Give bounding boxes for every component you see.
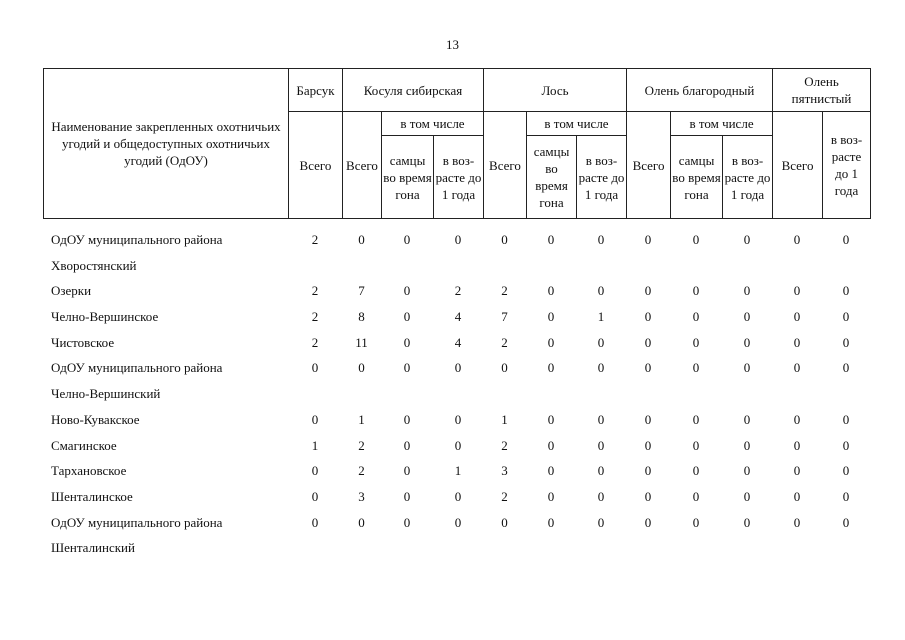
row-value: 0: [842, 283, 850, 299]
row-value: [433, 383, 483, 409]
row-value: 0: [644, 360, 652, 376]
row-value: 0: [311, 514, 319, 530]
row-value: 0: [644, 283, 652, 299]
row-value: 0: [403, 232, 411, 247]
row-value: 0: [743, 411, 751, 427]
row-value: 0: [454, 514, 462, 530]
row-value: 0: [403, 437, 411, 453]
row-name: Чистовское: [51, 334, 115, 350]
row-value: 0: [547, 463, 555, 479]
row-value: [772, 537, 822, 563]
row-value: 0: [793, 411, 801, 427]
table-row: [43, 357, 870, 383]
header-roe-incl: в том числе: [382, 112, 484, 136]
row-value: 0: [793, 283, 801, 299]
header-species-badger: Барсук: [289, 69, 343, 112]
row-value: [288, 537, 342, 563]
table-row: [43, 383, 870, 409]
row-value: 0: [597, 411, 605, 427]
row-value: 0: [743, 437, 751, 453]
row-value: [670, 383, 722, 409]
row-value: 0: [547, 283, 555, 299]
row-value: 0: [644, 514, 652, 530]
row-value: 0: [842, 437, 850, 453]
row-value: 0: [597, 488, 605, 504]
row-value: [483, 537, 526, 563]
row-value: [381, 255, 433, 281]
row-value: 0: [403, 488, 411, 504]
table-row: [43, 332, 870, 358]
row-name: Тархановское: [51, 463, 127, 479]
row-value: [772, 383, 822, 409]
row-value: 2: [311, 283, 319, 299]
row-name: Хворостянский: [51, 257, 137, 273]
row-value: 7: [358, 283, 365, 299]
row-value: 0: [743, 283, 751, 299]
row-value: 4: [454, 309, 462, 325]
row-name: Челно-Вершинский: [51, 386, 161, 402]
row-value: 2: [454, 283, 462, 299]
row-value: 2: [501, 334, 508, 350]
header-red-total: Всего: [627, 112, 671, 219]
row-value: 0: [793, 232, 801, 247]
header-species-sika-deer: Олень пятнистый: [773, 69, 871, 112]
row-value: 0: [403, 463, 411, 479]
row-value: 0: [793, 437, 801, 453]
header-roe-total: Всего: [343, 112, 382, 219]
table-row: [43, 486, 870, 512]
row-value: 0: [547, 514, 555, 530]
header-sika-young: в воз-расте до 1 года: [823, 112, 871, 219]
row-value: 0: [743, 514, 751, 530]
row-value: 0: [547, 437, 555, 453]
row-value: 0: [692, 411, 700, 427]
row-value: 0: [547, 232, 555, 247]
row-name: ОдОУ муниципального района: [51, 514, 223, 530]
row-value: 0: [692, 488, 700, 504]
row-value: 0: [842, 488, 850, 504]
row-name: Челно-Вершинское: [51, 309, 159, 325]
row-value: 0: [547, 488, 555, 504]
row-value: 8: [358, 309, 365, 325]
row-value: 0: [644, 463, 652, 479]
row-value: 0: [403, 360, 411, 376]
row-value: [722, 255, 772, 281]
row-value: [822, 255, 870, 281]
row-value: 0: [743, 463, 751, 479]
row-value: [722, 383, 772, 409]
row-value: [526, 537, 576, 563]
row-value: 0: [692, 437, 700, 453]
header-species-red-deer: Олень благородный: [627, 69, 773, 112]
row-value: 0: [692, 514, 700, 530]
header-species-moose: Лось: [484, 69, 627, 112]
row-value: [433, 255, 483, 281]
row-value: 0: [743, 232, 751, 247]
row-value: 2: [501, 437, 508, 453]
header-red-males: самцы во время гона: [671, 136, 723, 219]
row-value: 2: [501, 283, 508, 299]
header-species-roe-deer: Косуля сибирская: [343, 69, 484, 112]
table-body: [43, 229, 870, 563]
row-value: [626, 383, 670, 409]
row-value: [822, 383, 870, 409]
table-row: [43, 435, 870, 461]
row-value: 0: [644, 334, 652, 350]
row-value: 2: [358, 463, 365, 479]
row-value: 0: [403, 411, 411, 427]
page-number: 13: [446, 37, 459, 52]
row-value: 0: [403, 514, 411, 530]
row-value: 0: [692, 283, 700, 299]
header-red-young: в воз-расте до 1 года: [723, 136, 773, 219]
row-value: 0: [311, 488, 319, 504]
row-value: 0: [842, 411, 850, 427]
row-value: 0: [454, 437, 462, 453]
row-value: 4: [454, 334, 462, 350]
row-name: Смагинское: [51, 437, 117, 453]
row-value: [576, 383, 626, 409]
row-value: [670, 255, 722, 281]
row-value: 0: [597, 360, 605, 376]
row-value: 0: [597, 437, 605, 453]
row-value: 0: [597, 334, 605, 350]
row-value: 0: [454, 411, 462, 427]
row-value: [526, 255, 576, 281]
row-value: [342, 255, 381, 281]
header-roe-males: самцы во время гона: [382, 136, 434, 219]
row-value: 0: [454, 232, 462, 247]
row-value: 0: [358, 360, 365, 376]
row-value: [342, 383, 381, 409]
row-value: 0: [311, 360, 319, 376]
row-value: [722, 537, 772, 563]
row-value: 0: [793, 514, 801, 530]
row-value: 2: [311, 309, 319, 325]
row-value: 0: [403, 334, 411, 350]
row-value: 0: [842, 463, 850, 479]
row-value: 0: [644, 411, 652, 427]
row-value: 0: [403, 309, 411, 325]
row-value: 0: [842, 334, 850, 350]
row-value: 0: [501, 360, 508, 376]
row-value: 0: [692, 463, 700, 479]
row-value: [772, 255, 822, 281]
row-value: 0: [793, 309, 801, 325]
row-value: 2: [311, 334, 319, 350]
table-row: [43, 409, 870, 435]
row-value: 0: [842, 232, 850, 247]
row-value: 0: [842, 309, 850, 325]
row-name: Шенталинский: [51, 540, 135, 556]
row-value: 0: [644, 232, 652, 247]
row-name: ОдОУ муниципального района: [51, 360, 223, 376]
row-value: 0: [692, 309, 700, 325]
row-value: 7: [501, 309, 508, 325]
header-moose-young: в воз-расте до 1 года: [577, 136, 627, 219]
row-value: 3: [358, 488, 365, 504]
row-value: [670, 537, 722, 563]
row-value: 0: [358, 232, 365, 247]
row-value: 0: [597, 283, 605, 299]
header-name-column: Наименование закрепленных охотничьих угодий и общедоступных охотничьих угодий (ОдОУ): [44, 69, 289, 219]
row-value: 0: [547, 334, 555, 350]
header-moose-incl: в том числе: [527, 112, 627, 136]
row-value: 0: [501, 232, 508, 247]
row-value: 0: [692, 334, 700, 350]
row-value: 0: [597, 232, 605, 247]
row-value: 0: [793, 488, 801, 504]
table-row: [43, 229, 870, 255]
row-name: ОдОУ муниципального района: [51, 232, 223, 247]
header-moose-males: самцы во время гона: [527, 136, 577, 219]
row-value: [483, 255, 526, 281]
header-red-incl: в том числе: [671, 112, 773, 136]
row-value: [822, 537, 870, 563]
row-value: 0: [793, 463, 801, 479]
row-value: [576, 255, 626, 281]
row-value: [381, 537, 433, 563]
row-value: [526, 383, 576, 409]
row-value: 1: [597, 309, 605, 325]
row-name: Озерки: [51, 283, 92, 299]
row-value: 0: [793, 334, 801, 350]
row-value: 0: [644, 309, 652, 325]
row-name: Ново-Кувакское: [51, 411, 140, 427]
row-value: [342, 537, 381, 563]
row-value: 0: [311, 463, 319, 479]
row-value: 0: [692, 232, 700, 247]
row-value: 0: [501, 514, 508, 530]
row-value: [626, 537, 670, 563]
row-name: Шенталинское: [51, 488, 133, 504]
row-value: 1: [358, 411, 365, 427]
row-value: 1: [311, 437, 319, 453]
row-value: [288, 383, 342, 409]
row-value: 0: [547, 411, 555, 427]
row-value: 0: [743, 334, 751, 350]
row-value: 0: [597, 463, 605, 479]
row-value: 0: [547, 309, 555, 325]
row-value: 0: [454, 360, 462, 376]
header-badger-total: Всего: [289, 112, 343, 219]
row-value: 3: [501, 463, 508, 479]
row-value: 0: [311, 411, 319, 427]
row-value: 0: [743, 488, 751, 504]
row-value: 2: [501, 488, 508, 504]
table-row: [43, 255, 870, 281]
header-roe-young: в воз-расте до 1 года: [434, 136, 484, 219]
row-value: [576, 537, 626, 563]
row-value: 0: [743, 360, 751, 376]
table-header: [43, 68, 871, 219]
table-row: [43, 537, 870, 563]
row-value: 0: [358, 514, 365, 530]
row-value: 0: [597, 514, 605, 530]
row-value: 0: [644, 488, 652, 504]
row-value: 0: [547, 360, 555, 376]
row-value: [288, 255, 342, 281]
row-value: 0: [842, 514, 850, 530]
row-value: 2: [311, 232, 319, 247]
row-value: [433, 537, 483, 563]
row-value: 0: [454, 488, 462, 504]
row-value: 0: [403, 283, 411, 299]
row-value: 1: [501, 411, 508, 427]
table-row: [43, 280, 870, 306]
header-moose-total: Всего: [484, 112, 527, 219]
row-value: 0: [644, 437, 652, 453]
row-value: [626, 255, 670, 281]
row-value: 11: [355, 334, 368, 350]
row-value: [483, 383, 526, 409]
table-row: [43, 512, 870, 538]
table-row: [43, 460, 870, 486]
row-value: 2: [358, 437, 365, 453]
row-value: 0: [743, 309, 751, 325]
table-row: [43, 306, 870, 332]
row-value: 0: [793, 360, 801, 376]
row-value: 0: [842, 360, 850, 376]
row-value: 0: [692, 360, 700, 376]
row-value: [381, 383, 433, 409]
header-sika-total: Всего: [773, 112, 823, 219]
row-value: 1: [454, 463, 462, 479]
